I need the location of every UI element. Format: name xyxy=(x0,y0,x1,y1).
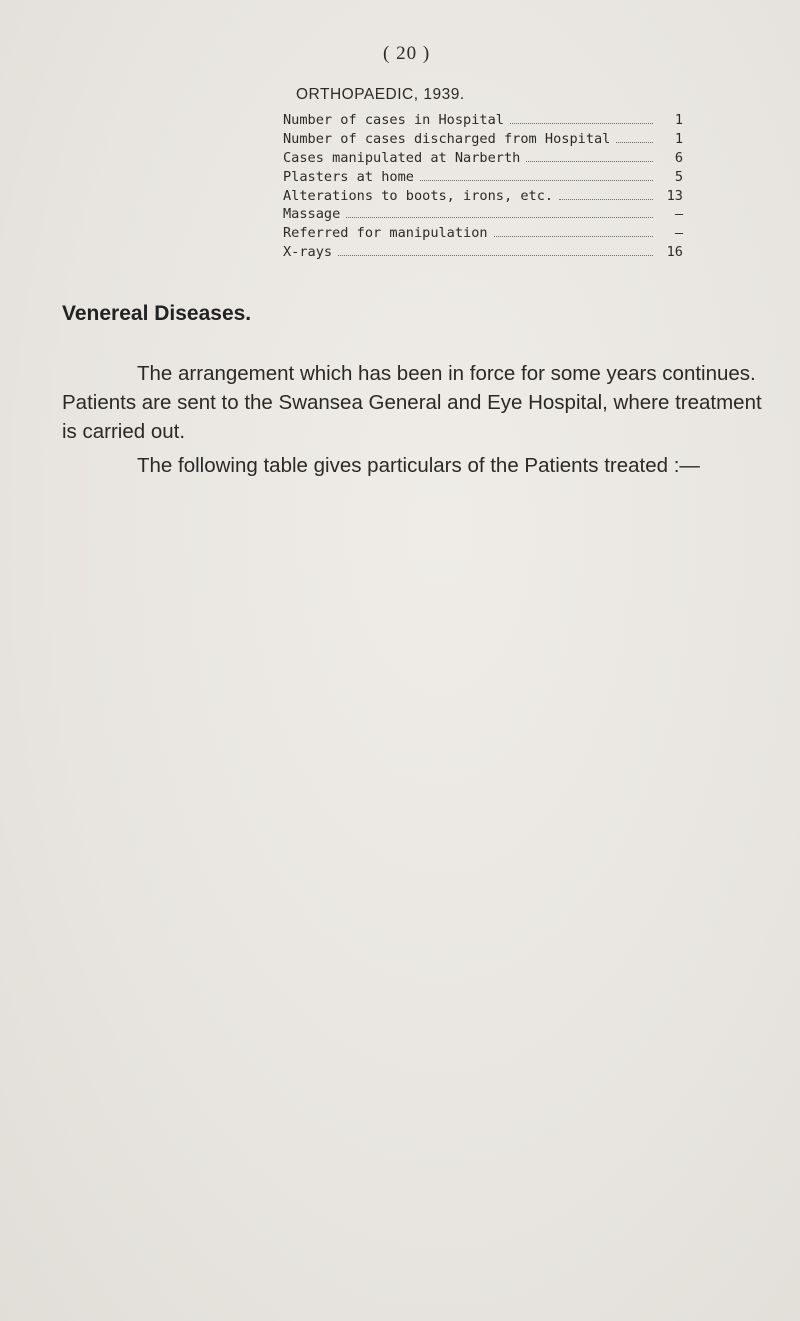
stat-label: Number of cases discharged from Hospital xyxy=(283,130,611,147)
dot-leader xyxy=(526,161,653,162)
stat-value: 13 xyxy=(666,187,683,204)
stat-row xyxy=(283,206,683,225)
orthopaedic-stats-list xyxy=(283,112,683,263)
dot-leader xyxy=(510,123,653,124)
dot-leader xyxy=(338,255,653,256)
stat-value: 1 xyxy=(674,130,683,147)
stat-row xyxy=(283,112,683,131)
stat-row xyxy=(283,150,683,169)
stat-value: 1 xyxy=(674,112,683,128)
stat-label: Plasters at home xyxy=(283,168,414,185)
dot-leader xyxy=(494,236,653,237)
stat-row xyxy=(283,225,683,244)
venereal-diseases-heading: Venereal Diseases. xyxy=(62,302,252,325)
stat-value: 5 xyxy=(674,168,683,185)
stat-label: Alterations to boots, irons, etc. xyxy=(283,187,554,204)
stat-label: Massage xyxy=(283,206,341,223)
stat-value: — xyxy=(674,225,683,242)
stat-value: 16 xyxy=(666,244,683,261)
dot-leader xyxy=(559,199,653,200)
dot-leader xyxy=(346,217,653,218)
stat-label: Cases manipulated at Narberth xyxy=(283,149,521,166)
stat-label: Referred for manipulation xyxy=(283,225,488,242)
stat-row xyxy=(283,169,683,188)
stat-value: — xyxy=(674,206,683,223)
stat-row xyxy=(283,131,683,150)
dot-leader xyxy=(420,180,653,181)
paragraph-arrangement: The arrangement which has been in force for some years continues. Patients are sent to the Swansea General and Eye Hospital, where treatment is carried out. xyxy=(62,362,762,443)
stat-row xyxy=(283,244,683,263)
stat-value: 6 xyxy=(674,149,683,166)
stat-row xyxy=(283,188,683,207)
paragraph-table-intro: The following table gives particulars of the Patients treated :— xyxy=(137,454,700,477)
stat-label: Number of cases in Hospital xyxy=(283,112,504,128)
page-number: ( 20 ) xyxy=(383,43,431,64)
section-title: ORTHOPAEDIC, 1939. xyxy=(296,86,465,103)
dot-leader xyxy=(616,142,653,143)
stat-label: X-rays xyxy=(283,244,333,261)
